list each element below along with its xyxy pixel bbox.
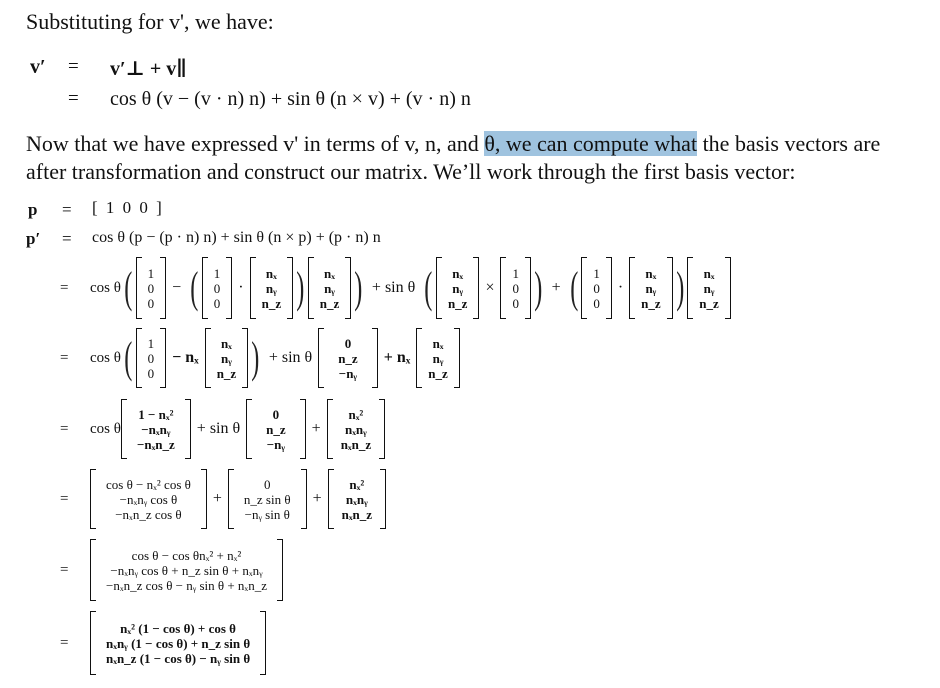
sin-theta: + sin θ <box>196 420 241 437</box>
equals-sign: = <box>60 349 69 366</box>
right-paren: ) <box>675 263 684 312</box>
matrix-e1: 1 0 0 <box>202 257 233 319</box>
plus-sign: + <box>551 279 561 296</box>
matrix-e1: 1 0 0 <box>136 257 167 319</box>
p-prime-definition: cos θ (p − (p · n) n) + sin θ (n × p) + (p · n) n <box>92 229 381 246</box>
equals-sign: = <box>62 229 72 248</box>
matrix-cross: 0 n_z −nᵧ <box>318 328 378 388</box>
plus-sign: + <box>212 490 222 507</box>
minus-sign: − <box>172 279 182 296</box>
left-paren: ( <box>124 333 133 382</box>
equals-sign: = <box>60 279 69 296</box>
matrix-a: cos θ − nₓ² cos θ −nₓnᵧ cos θ −nₓn_z cos θ <box>90 469 207 529</box>
step2-row <box>60 324 460 392</box>
dot-sign: · <box>238 279 244 296</box>
sin-theta: + sin θ <box>371 279 416 296</box>
matrix-c: nₓ² nₓnᵧ nₓn_z <box>327 399 385 459</box>
matrix-n: nₓ nᵧ n_z <box>416 328 460 388</box>
paragraph-part2: the basis vectors are <box>697 131 881 156</box>
text-selection-highlight[interactable]: θ, we can compute what <box>484 131 698 156</box>
matrix-n: nₓ nᵧ n_z <box>436 257 480 319</box>
right-paren: ) <box>534 263 543 312</box>
step3-row <box>60 396 385 462</box>
v-prime-line2: cos θ (v − (v · n) n) + sin θ (n × v) + (v · n) n <box>110 88 471 110</box>
matrix-n: nₓ nᵧ n_z <box>250 257 294 319</box>
right-paren: ) <box>296 263 305 312</box>
sin-theta: + sin θ <box>268 349 313 366</box>
matrix-c: nₓ² nₓnᵧ nₓn_z <box>328 469 386 529</box>
equals-sign: = <box>68 56 79 77</box>
paragraph-line2: after transformation and construct our matrix. We’ll work through the first basis vector: <box>26 159 796 184</box>
matrix-e1: 1 0 0 <box>136 328 167 388</box>
minus-nx: − nₓ <box>172 349 199 366</box>
explanation-paragraph <box>26 130 880 158</box>
equals-sign: = <box>60 490 69 507</box>
p-prime-lhs: p′ <box>26 229 41 248</box>
left-paren: ( <box>424 263 433 312</box>
step4-row <box>60 466 386 532</box>
matrix-b: 0 n_z sin θ −nᵧ sin θ <box>228 469 307 529</box>
p-row-vector: [ 1 0 0 ] <box>92 198 164 217</box>
matrix-b: 0 n_z −nᵧ <box>246 399 306 459</box>
equals-sign: = <box>68 88 79 109</box>
intro-text: Substituting for v', we have: <box>26 9 274 34</box>
paragraph-part1: Now that we have expressed v' in terms of v, n, and <box>26 131 485 156</box>
matrix-e1: 1 0 0 <box>500 257 531 319</box>
matrix-n: nₓ nᵧ n_z <box>687 257 731 319</box>
equals-sign: = <box>60 420 69 437</box>
left-paren: ( <box>190 263 199 312</box>
dot-sign: · <box>617 279 624 296</box>
cross-sign: × <box>485 279 495 296</box>
v-prime-lhs: v′ <box>30 56 46 78</box>
cos-theta: cos θ <box>90 349 121 366</box>
matrix-n: nₓ nᵧ n_z <box>629 257 673 319</box>
right-paren: ) <box>354 263 363 312</box>
step1-row <box>60 252 731 324</box>
right-paren: ) <box>251 333 260 382</box>
equals-sign: = <box>60 634 69 651</box>
v-prime-line1: v′⊥ + v∥ <box>110 58 187 80</box>
matrix-n: nₓ nᵧ n_z <box>205 328 249 388</box>
matrix-n: nₓ nᵧ n_z <box>308 257 352 319</box>
matrix-final: nₓ² (1 − cos θ) + cos θ nₓnᵧ (1 − cos θ) + n_z sin θ nₓn_z (1 − cos θ) − nᵧ sin θ <box>90 611 266 675</box>
matrix-result: cos θ − cos θnₓ² + nₓ² −nₓnᵧ cos θ + n_z sin θ + nₓnᵧ −nₓn_z cos θ − nᵧ sin θ + nₓn_z <box>90 539 283 601</box>
plus-nx: + nₓ <box>383 349 411 366</box>
p-lhs: p <box>28 200 38 219</box>
step5-row <box>60 536 283 604</box>
matrix-a: 1 − nₓ² −nₓnᵧ −nₓn_z <box>121 399 191 459</box>
step6-row <box>60 608 266 678</box>
left-paren: ( <box>124 263 133 312</box>
equals-sign: = <box>62 200 72 219</box>
cos-theta: cos θ <box>90 420 121 437</box>
matrix-e1: 1 0 0 <box>581 257 612 319</box>
equals-sign: = <box>60 561 69 578</box>
cos-theta: cos θ <box>90 279 121 296</box>
left-paren: ( <box>569 263 579 312</box>
plus-sign: + <box>311 420 321 437</box>
plus-sign: + <box>312 490 322 507</box>
